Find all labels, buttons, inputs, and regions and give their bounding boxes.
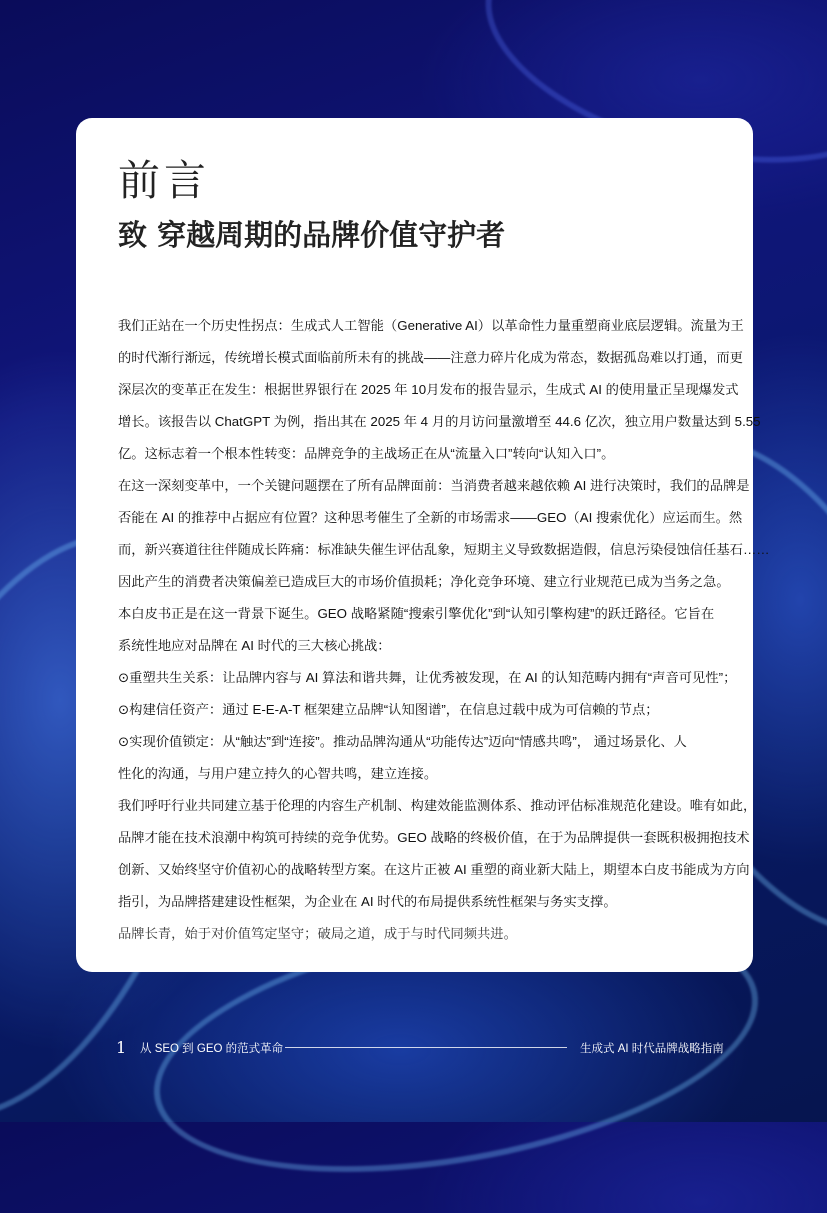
body-line: 本白皮书正是在这一背景下诞生。GEO 战略紧随“搜索引擎优化”到“认知引擎构建”的跃迁路径。它旨在 (118, 606, 715, 621)
footer-publication-title: 生成式 AI 时代品牌战略指南 (580, 1043, 724, 1055)
page-footer (0, 1030, 827, 1065)
body-line: ⊙重塑共生关系：让品牌内容与 AI 算法和谐共舞，让优秀被发现，在 AI 的认知范畴内拥有“声音可见性”； (118, 670, 737, 685)
body-line: 因此产生的消费者决策偏差已造成巨大的市场价值损耗；净化竞争环境、建立行业规范已成为当务之急。 (118, 574, 730, 589)
body-line: ⊙构建信任资产：通过 E-E-A-T 框架建立品牌“认知图谱”，在信息过载中成为可信赖的节点； (118, 702, 659, 717)
body-line: 亿。这标志着一个根本性转变：品牌竞争的主战场正在从“流量入口”转向“认知入口”。 (118, 446, 615, 461)
footer-divider (285, 1047, 567, 1048)
page-title: 前言 (118, 156, 211, 205)
body-line: 系统性地应对品牌在 AI 时代的三大核心挑战： (118, 638, 391, 653)
body-line: 深层次的变革正在发生：根据世界银行在 2025 年 10月发布的报告显示，生成式 AI 的使用量正呈现爆发式 (118, 382, 739, 397)
body-line: 创新、又始终坚守价值初心的战略转型方案。在这片正被 AI 重塑的商业新大陆上，期望本白皮书能成为方向 (118, 862, 750, 877)
body-line: 增长。该报告以 ChatGPT 为例，指出其在 2025 年 4 月的月访问量激增至 44.6 亿次，独立用户数量达到 5.55 (118, 414, 761, 429)
body-line: 我们呼吁行业共同建立基于伦理的内容生产机制、构建效能监测体系、推动评估标准规范化建设。唯有如此， (118, 798, 757, 813)
preface-body (118, 310, 770, 950)
body-line: 品牌才能在技术浪潮中构筑可持续的竞争优势。GEO 战略的终极价值，在于为品牌提供一套既积极拥抱技术 (118, 830, 750, 845)
body-line: 在这一深刻变革中，一个关键问题摆在了所有品牌面前：当消费者越来越依赖 AI 进行决策时，我们的品牌是 (118, 478, 750, 493)
body-line: 我们正站在一个历史性拐点：生成式人工智能（Generative AI）以革命性力量重塑商业底层逻辑。流量为王 (118, 318, 744, 333)
body-line: 指引，为品牌搭建建设性框架，为企业在 AI 时代的布局提供系统性框架与务实支撑。 (118, 894, 617, 909)
body-line: 品牌长青，始于对价值笃定坚守；破局之道，成于与时代同频共进。 (118, 926, 517, 941)
body-line: 的时代渐行渐远，传统增长模式面临前所未有的挑战——注意力碎片化成为常态，数据孤岛难以打通，而更 (118, 350, 743, 365)
body-line: 而，新兴赛道往往伴随成长阵痛：标准缺失催生评估乱象，短期主义导致数据造假，信息污染侵蚀信任基石…… (118, 542, 770, 557)
page-subtitle: 致 穿越周期的品牌价值守护者 (118, 218, 506, 252)
preface-card (76, 118, 770, 972)
body-line: ⊙实现价值锁定：从“触达”到“连接”。推动品牌沟通从“功能传达”迈向“情感共鸣”， 通过场景化、人 (118, 734, 687, 749)
page-number: 1 (116, 1038, 127, 1057)
body-line: 性化的沟通，与用户建立持久的心智共鸣，建立连接。 (118, 766, 438, 781)
footer-section-title: 从 SEO 到 GEO 的范式革命 (140, 1043, 284, 1055)
body-line: 否能在 AI 的推荐中占据应有位置？这种思考催生了全新的市场需求——GEO（AI 搜索优化）应运而生。然 (118, 510, 743, 525)
